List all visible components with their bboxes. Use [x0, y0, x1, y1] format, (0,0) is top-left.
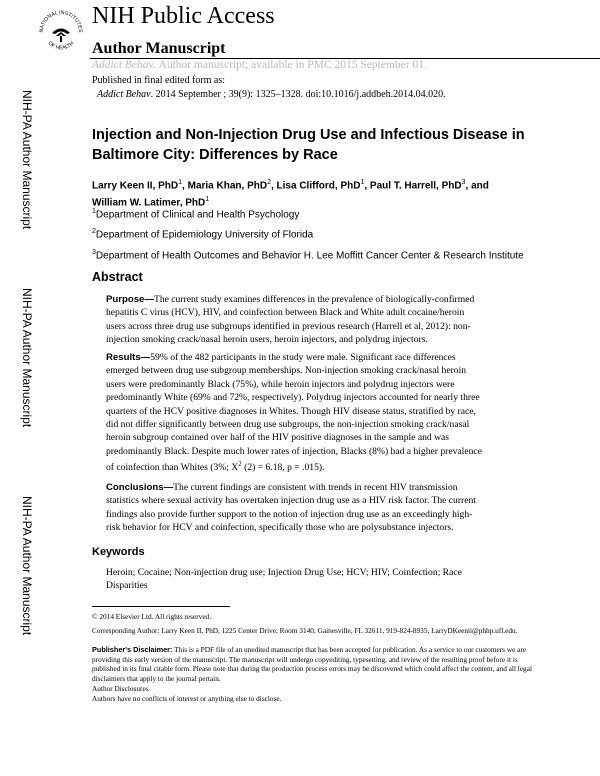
sidebar-label-3: NIH-PA Author Manuscript: [20, 496, 34, 636]
sidebar-label-2: NIH-PA Author Manuscript: [20, 288, 34, 428]
abstract-results: Results—59% of the 482 participants in the study were male. Significant race differences emerged between drug use subgroup memberships. Non-injection smoking crack/nasal heroin users were predominantly Black (75%), while heroin injectors and polydrug injectors were predominantly White (69% and 72%, respectively). Polydrug injectors accounted for nearly three quarters of the HCV positive diagnoses in Whites. Though HIV disease status, stratified by race, did not differ significantly between drug use subgroups, the non-injection smoking crack/nasal heroin subgroup contained over half of the HIV positive diagnoses in the sample and was predominantly Black. Despite much lower rates of injection, Blacks (8%) had a higher prevalence of coinfection than Whites (3%; $X^2$ (2) = 6.18, p = .015).: [106, 352, 482, 474]
header-subtitle: Author Manuscript: [92, 40, 226, 57]
affiliation: $^3$Department of Health Outcomes and Behavior H. Lee Moffitt Cancer Center & Research Institute: [92, 249, 524, 262]
footnote-divider: [92, 606, 230, 607]
citation-journal: Addict Behav: [97, 89, 151, 100]
author-name: William W. Latimer, PhD: [92, 197, 206, 209]
author-name: Lisa Clifford, PhD: [276, 180, 361, 192]
disclosures-label: Author Disclosures: [92, 684, 149, 693]
citation: [92, 89, 446, 100]
publisher-disclaimer: Publisher's Disclaimer: This is a PDF file of an unedited manuscript that has been accepted for publication. As a service to our customers we are providing this early version of the manuscript. The manuscript will undergo copyediting, typesetting, and review of the resulting proof before it is published in its final citable form. Please note that during the production process errors may be discovered which could affect the content, and all legal disclaimers that apply to the journal pertain.: [92, 645, 532, 683]
keywords-heading: Keywords: [92, 546, 145, 558]
availability-note: [92, 59, 427, 71]
keywords-list: Heroin; Cocaine; Non-injection drug use; Injection Drug Use; HCV; HIV; Coinfection; Race Disparities: [106, 567, 462, 591]
affiliation: $^2$Department of Epidemiology University of Florida: [92, 228, 314, 241]
corresponding-author: Corresponding Author: Larry Keen II, PhD, 1225 Center Drive, Room 3140, Gainesville, FL 32611, 919-824-8935, LarryDKeenii@phhp.ufl.edu.: [92, 626, 518, 635]
header-title: NIH Public Access: [92, 3, 275, 29]
author-name: Larry Keen II, PhD: [92, 180, 179, 192]
logo-text-top: NATIONAL INSTITUTES: [38, 9, 84, 33]
affiliation: $^1$Department of Clinical and Health Psychology: [92, 208, 300, 221]
published-label: Published in final edited form as:: [92, 75, 226, 86]
svg-text:OF HEALTH: [47, 40, 76, 51]
abstract-conclusions: Conclusions—The current findings are consistent with trends in recent HIV transmission statistics where sexual activity has overtaken injection drug use as a HIV risk factor. The current findings also provide further support to the notion of injection drug use as an exceedingly high-risk behavior for HCV and coinfection, specifically those who are polysubstance injectors.: [106, 482, 476, 534]
abstract-heading: Abstract: [92, 270, 143, 284]
logo-text-bottom: OF HEALTH: [46, 40, 76, 52]
author-name: Paul T. Harrell, PhD: [369, 180, 462, 192]
copyright: © 2014 Elsevier Ltd. All rights reserved.: [92, 612, 212, 621]
article-title: Injection and Non-Injection Drug Use and Infectious Disease in Baltimore City: Differences by Race: [92, 127, 525, 163]
abstract-purpose: Purpose—The current study examines differences in the prevalence of biologically-confirmed hepatitis C virus (HCV), HIV, and coinfection between Black and White adult cocaine/heroin users across three drug use subgroups identified in previous research (Harrell et al, 2012): non-injection smoking crack/nasal heroin users, heroin injectors, and polydrug injectors.: [106, 294, 475, 346]
author-list: Larry Keen II, PhD$^1$, Maria Khan, PhD$^2$, Lisa Clifford, PhD$^1$, Paul T. Harrell, PhD$^3$, and William W. Latimer, PhD$^1$: [92, 179, 489, 209]
sidebar-label-1: NIH-PA Author Manuscript: [20, 90, 34, 230]
disclosures-text: Authors have no conflicts of interest or anything else to disclose.: [92, 694, 282, 703]
availability-text: Author manuscript; available in PMC 2015 September 01.: [158, 59, 427, 71]
availability-journal: Addict Behav.: [92, 59, 156, 71]
eagle-icon: [52, 29, 70, 43]
nih-logo: [36, 4, 86, 60]
author-name: Maria Khan, PhD: [187, 180, 268, 192]
citation-details: . 2014 September ; 39(9): 1325–1328. doi:10.1016/j.addbeh.2014.04.020.: [150, 89, 446, 100]
